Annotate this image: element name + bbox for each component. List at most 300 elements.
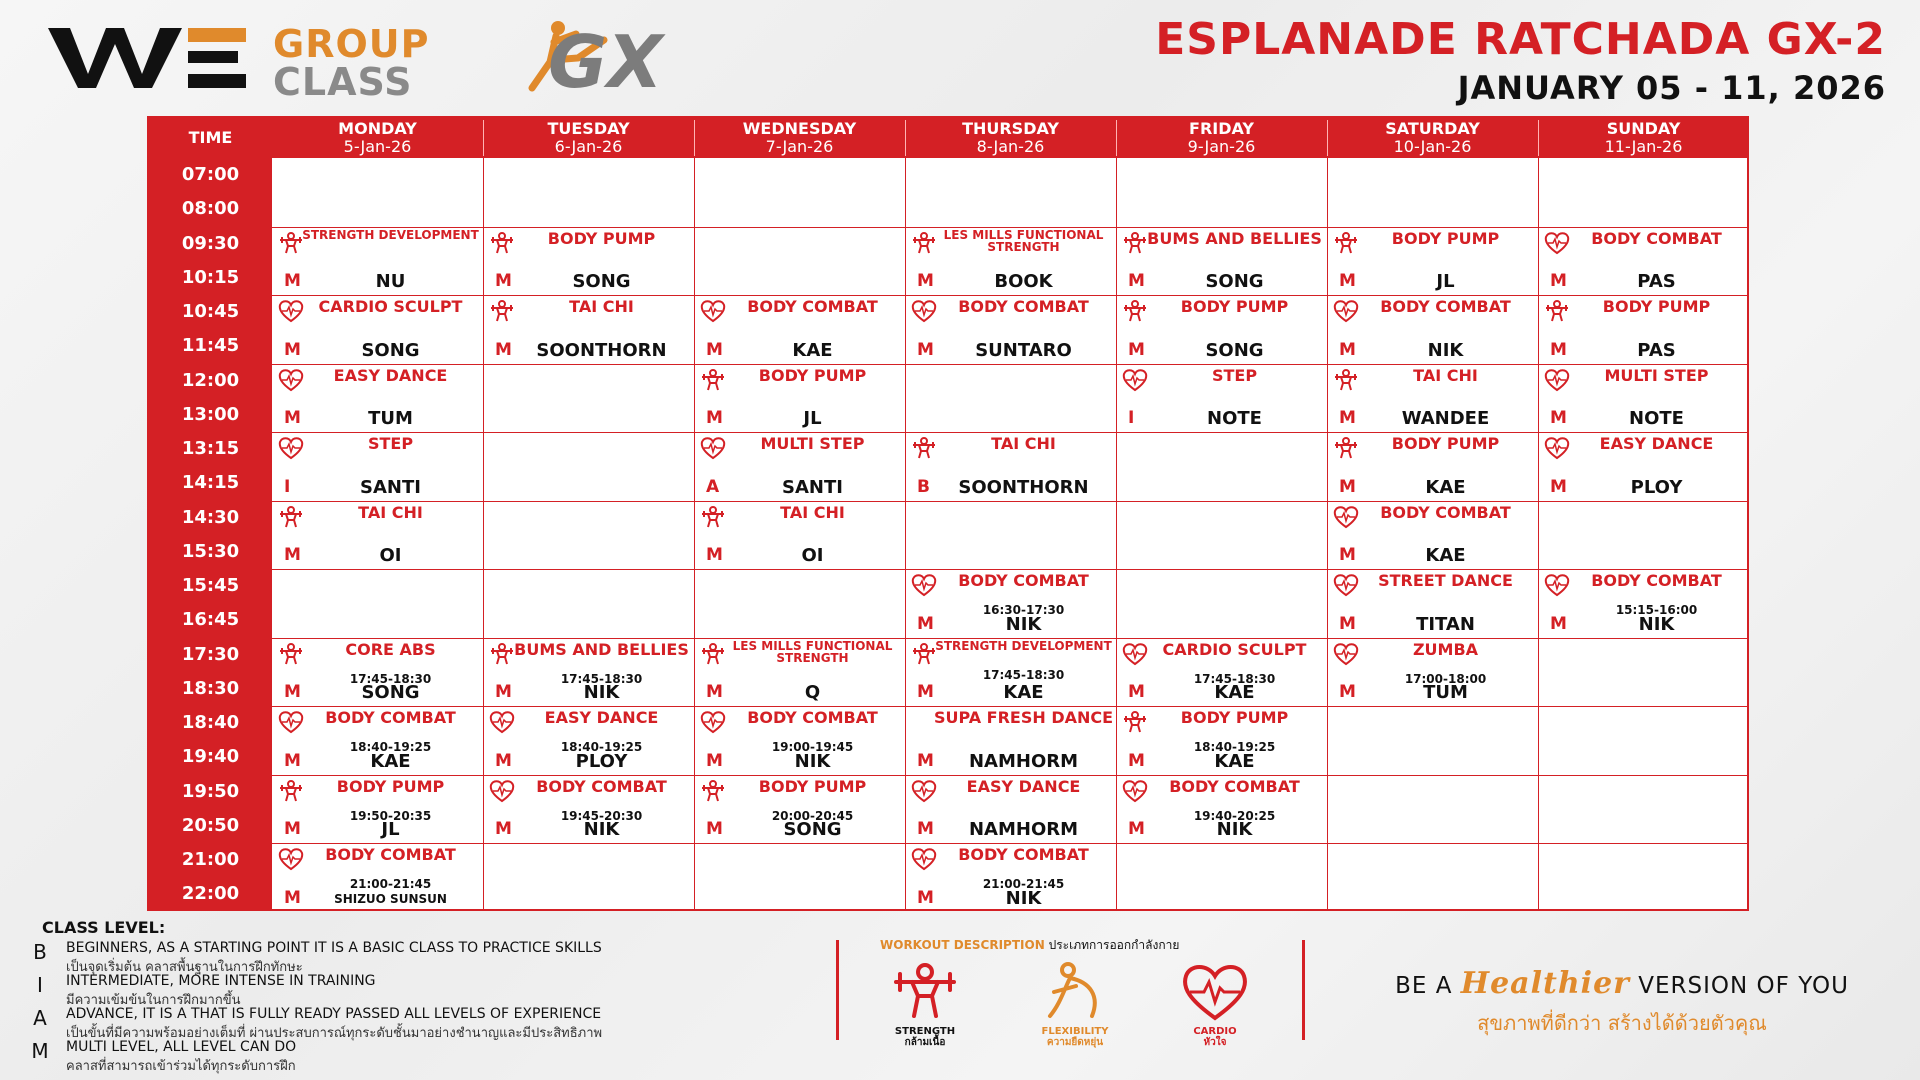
day-header bbox=[905, 118, 1116, 158]
workout-label: FLEXIBILITY bbox=[1041, 1026, 1109, 1037]
class-name: EASY DANCE bbox=[966, 776, 1081, 796]
class-level: M bbox=[1550, 476, 1567, 497]
instructor-name: KAE bbox=[792, 339, 833, 361]
class-cell[interactable] bbox=[1327, 501, 1538, 570]
class-name: EASY DANCE bbox=[544, 708, 659, 727]
class-cell[interactable] bbox=[272, 775, 483, 844]
instructor-name: NIK bbox=[1216, 819, 1253, 840]
instructor-name: NIK bbox=[794, 750, 831, 772]
instructor-name: TUM bbox=[1423, 682, 1468, 703]
instructor-name: OI bbox=[379, 545, 402, 566]
class-name: MULTI STEP bbox=[1604, 365, 1709, 385]
class-time: 17:00-18:00 bbox=[1404, 671, 1487, 686]
class-cell[interactable] bbox=[694, 706, 905, 775]
legend-desc-thai: คลาสที่สามารถเข้าร่วมได้ทุกระดับการฝึก bbox=[66, 1059, 296, 1074]
class-time: 19:45-20:30 bbox=[560, 808, 643, 823]
class-time: 19:50-20:35 bbox=[349, 808, 432, 823]
class-cell[interactable] bbox=[905, 706, 1116, 775]
class-time: 17:45-18:30 bbox=[1193, 671, 1276, 686]
class-name: STRENGTH DEVELOPMENT bbox=[302, 227, 479, 242]
day-header bbox=[1538, 118, 1749, 158]
time-label: 07:00 bbox=[181, 164, 240, 185]
slogan bbox=[1352, 966, 1892, 1039]
class-name: BODY PUMP bbox=[336, 776, 445, 796]
strength-icon bbox=[890, 960, 960, 1022]
time-label: 14:15 bbox=[181, 472, 240, 494]
divider bbox=[1302, 940, 1305, 1040]
class-cell[interactable] bbox=[483, 706, 694, 775]
instructor-name: NIK bbox=[1005, 613, 1042, 635]
instructor-name: TUM bbox=[368, 408, 413, 429]
day-date: 5-Jan-26 bbox=[343, 137, 412, 156]
workout-label-thai: ความยืดหยุ่น bbox=[1046, 1037, 1104, 1048]
class-name: TAI CHI bbox=[1413, 365, 1478, 385]
class-cell[interactable] bbox=[694, 638, 905, 707]
workout-label: STRENGTH bbox=[894, 1026, 956, 1037]
time-column bbox=[149, 158, 272, 909]
instructor-name: SONG bbox=[1205, 339, 1264, 361]
class-level: M bbox=[284, 750, 301, 771]
class-cell[interactable] bbox=[483, 227, 694, 296]
instructor-name: NIK bbox=[1638, 613, 1675, 635]
header-divider bbox=[905, 120, 906, 156]
time-label: 15:45 bbox=[181, 575, 240, 596]
class-cell[interactable] bbox=[1116, 638, 1327, 707]
workout-label-thai: หัวใจ bbox=[1203, 1037, 1227, 1048]
class-level: M bbox=[284, 682, 301, 702]
instructor-name: SONG bbox=[783, 819, 842, 840]
class-level: A bbox=[706, 476, 720, 497]
header-divider bbox=[1327, 120, 1328, 156]
class-level: M bbox=[495, 819, 512, 839]
legend-code: B bbox=[33, 940, 47, 964]
class-level: M bbox=[706, 339, 723, 360]
class-cell[interactable] bbox=[905, 432, 1116, 501]
class-cell[interactable] bbox=[694, 364, 905, 433]
class-name: TAI CHI bbox=[780, 502, 845, 522]
class-cell[interactable] bbox=[1116, 706, 1327, 775]
class-name: BODY COMBAT bbox=[325, 708, 456, 727]
class-name: EASY DANCE bbox=[1599, 434, 1714, 453]
class-time: 16:30-17:30 bbox=[982, 603, 1065, 617]
instructor-name: NOTE bbox=[1207, 408, 1262, 429]
time-label: 18:30 bbox=[181, 677, 240, 699]
class-name: STEP bbox=[1211, 365, 1258, 385]
class-name: EASY DANCE bbox=[333, 365, 448, 385]
class-level: M bbox=[1339, 408, 1356, 428]
day-header bbox=[483, 118, 694, 158]
day-date: 10-Jan-26 bbox=[1393, 137, 1472, 156]
location-title: ESPLANADE RATCHADA GX-2 bbox=[1155, 14, 1886, 65]
time-label: 22:00 bbox=[181, 883, 240, 905]
day-name: THURSDAY bbox=[962, 119, 1059, 138]
time-header bbox=[149, 118, 272, 158]
class-cell[interactable] bbox=[1327, 638, 1538, 707]
day-header bbox=[694, 118, 905, 158]
class-cell[interactable] bbox=[483, 295, 694, 364]
class-cell[interactable] bbox=[1538, 569, 1749, 638]
class-level: M bbox=[1550, 271, 1567, 291]
class-cell[interactable] bbox=[272, 432, 483, 501]
class-level: M bbox=[917, 271, 934, 291]
class-level: M bbox=[706, 682, 723, 702]
day-name: SUNDAY bbox=[1606, 119, 1681, 138]
class-cell[interactable] bbox=[1116, 775, 1327, 844]
instructor-name: PAS bbox=[1637, 339, 1676, 361]
slogan-highlight: Healthier bbox=[1460, 966, 1630, 1001]
divider bbox=[836, 940, 839, 1040]
class-time: 17:45-18:30 bbox=[560, 671, 643, 686]
class-time: 18:40-19:25 bbox=[1193, 740, 1276, 754]
class-name: BODY PUMP bbox=[1602, 297, 1711, 316]
instructor-name: KAE bbox=[1425, 545, 1466, 566]
time-label: 14:30 bbox=[181, 506, 240, 528]
class-name: BODY PUMP bbox=[1180, 297, 1289, 316]
day-header bbox=[1116, 118, 1327, 158]
class-name: TAI CHI bbox=[569, 297, 634, 316]
instructor-name: NIK bbox=[583, 682, 620, 703]
instructor-name: KAE bbox=[1214, 750, 1255, 772]
class-level: M bbox=[706, 819, 723, 839]
instructor-name: Q bbox=[804, 682, 821, 703]
time-label: 18:40 bbox=[181, 712, 240, 733]
class-time: 18:40-19:25 bbox=[560, 740, 643, 754]
class-name: BODY COMBAT bbox=[1591, 228, 1722, 248]
time-label: 10:45 bbox=[181, 301, 240, 322]
class-level: M bbox=[1339, 613, 1356, 634]
class-name: BODY COMBAT bbox=[325, 845, 456, 864]
class-name: CORE ABS bbox=[345, 639, 436, 659]
day-date: 11-Jan-26 bbox=[1604, 137, 1683, 156]
instructor-name: PAS bbox=[1637, 271, 1676, 292]
class-name: CARDIO SCULPT bbox=[318, 297, 463, 316]
class-level: M bbox=[1550, 339, 1567, 360]
class-level: M bbox=[706, 408, 723, 428]
class-cell[interactable] bbox=[483, 775, 694, 844]
class-level: M bbox=[917, 613, 934, 634]
legend-code: A bbox=[33, 1006, 47, 1030]
time-label: 12:00 bbox=[181, 369, 240, 391]
slogan-post: VERSION OF YOU bbox=[1629, 973, 1849, 999]
instructor-name: NIK bbox=[1005, 887, 1042, 909]
day-date: 8-Jan-26 bbox=[976, 137, 1045, 156]
instructor-name: JL bbox=[1436, 271, 1455, 292]
class-level: M bbox=[706, 750, 723, 771]
instructor-name: KAE bbox=[370, 750, 411, 772]
day-name: WEDNESDAY bbox=[742, 119, 857, 138]
class-time: 20:00-20:45 bbox=[771, 808, 854, 823]
class-name: BODY PUMP bbox=[1391, 434, 1500, 453]
time-label: 11:45 bbox=[181, 335, 240, 357]
instructor-name: SUNTARO bbox=[975, 339, 1072, 361]
class-name: BODY COMBAT bbox=[1380, 297, 1511, 316]
class-name: BODY COMBAT bbox=[1380, 502, 1511, 522]
class-level: M bbox=[1339, 545, 1356, 565]
workout-label-thai: กล้ามเนื้อ bbox=[904, 1037, 946, 1048]
instructor-name: SHIZUO SUNSUN bbox=[334, 891, 447, 906]
day-name: SATURDAY bbox=[1385, 119, 1480, 138]
class-cell[interactable] bbox=[1327, 227, 1538, 296]
workout-type-cardio bbox=[1170, 960, 1260, 1048]
instructor-name: NIK bbox=[583, 819, 620, 840]
brand-gx-text: GX bbox=[548, 20, 663, 104]
brand-class-text: CLASS bbox=[273, 60, 413, 104]
class-time: 18:40-19:25 bbox=[349, 740, 432, 754]
class-name: BODY COMBAT bbox=[958, 845, 1089, 864]
header-divider bbox=[1538, 120, 1539, 156]
instructor-name: OI bbox=[801, 545, 824, 566]
class-cell[interactable] bbox=[1116, 364, 1327, 433]
schedule-table bbox=[147, 116, 1749, 911]
instructor-name: NAMHORM bbox=[968, 750, 1079, 772]
flexibility-icon bbox=[1040, 960, 1110, 1022]
class-cell[interactable] bbox=[1327, 432, 1538, 501]
class-cell[interactable] bbox=[1116, 227, 1327, 296]
day-name: MONDAY bbox=[338, 119, 417, 138]
class-time: 19:40-20:25 bbox=[1193, 808, 1276, 823]
class-level: M bbox=[1339, 271, 1356, 291]
instructor-name: WANDEE bbox=[1401, 408, 1490, 429]
class-cell[interactable] bbox=[905, 775, 1116, 844]
instructor-name: SONG bbox=[1205, 271, 1264, 292]
class-name: BUMS AND BELLIES bbox=[514, 639, 689, 659]
instructor-name: BOOK bbox=[994, 271, 1053, 292]
class-cell[interactable] bbox=[905, 295, 1116, 364]
slogan-pre: BE A bbox=[1395, 973, 1461, 999]
instructor-name: SOONTHORN bbox=[536, 339, 667, 361]
class-level: M bbox=[1128, 339, 1145, 360]
class-level: I bbox=[284, 476, 291, 497]
time-label: 16:45 bbox=[181, 609, 240, 631]
instructor-name: NIK bbox=[1427, 339, 1464, 361]
class-cell[interactable] bbox=[272, 843, 483, 912]
class-time: 15:15-16:00 bbox=[1615, 603, 1698, 617]
class-level: M bbox=[917, 819, 934, 839]
class-level: M bbox=[284, 819, 301, 839]
class-time: 21:00-21:45 bbox=[349, 877, 432, 891]
day-name: TUESDAY bbox=[547, 119, 630, 138]
slogan-thai: สุขภาพที่ดีกว่า สร้างได้ด้วยตัวคุณ bbox=[1477, 1011, 1767, 1035]
class-level: M bbox=[495, 682, 512, 702]
class-cell[interactable] bbox=[1327, 364, 1538, 433]
time-label: 10:15 bbox=[181, 266, 240, 288]
class-level: M bbox=[917, 339, 934, 360]
class-level: M bbox=[1128, 750, 1145, 771]
class-name: BODY COMBAT bbox=[747, 708, 878, 727]
class-level: M bbox=[1339, 682, 1356, 702]
class-name: LES MILLS FUNCTIONAL STRENGTH bbox=[943, 227, 1104, 254]
workout-title bbox=[880, 936, 1179, 955]
class-time: 19:00-19:45 bbox=[771, 740, 854, 754]
instructor-name: TITAN bbox=[1416, 613, 1475, 635]
legend-desc: MULTI LEVEL, ALL LEVEL CAN DO bbox=[66, 1039, 297, 1055]
header-divider bbox=[1116, 120, 1117, 156]
workout-type-flexibility bbox=[1030, 960, 1120, 1048]
workout-title-thai: ประเภทการออกกำลังกาย bbox=[1048, 938, 1180, 952]
time-label: 17:30 bbox=[181, 643, 240, 665]
class-level: M bbox=[1339, 339, 1356, 360]
instructor-name: NAMHORM bbox=[968, 819, 1079, 840]
class-level: M bbox=[706, 545, 723, 565]
class-name: STEP bbox=[367, 434, 414, 453]
date-range: JANUARY 05 - 11, 2026 bbox=[1457, 69, 1886, 107]
time-label: 21:00 bbox=[181, 849, 240, 870]
class-level: M bbox=[284, 887, 301, 908]
time-label: 13:15 bbox=[181, 438, 240, 459]
class-name: BODY COMBAT bbox=[958, 571, 1089, 590]
instructor-name: NOTE bbox=[1629, 408, 1684, 429]
workout-title-en: WORKOUT DESCRIPTION bbox=[880, 938, 1045, 952]
class-level: M bbox=[284, 545, 301, 565]
page-header bbox=[1155, 14, 1886, 107]
header-divider bbox=[483, 120, 484, 156]
workout-description bbox=[880, 936, 1290, 1056]
workout-type-strength bbox=[880, 960, 970, 1048]
class-name: TAI CHI bbox=[358, 502, 423, 522]
class-name: LES MILLS FUNCTIONAL STRENGTH bbox=[732, 638, 893, 665]
class-name: BODY COMBAT bbox=[1591, 571, 1722, 590]
time-label: 19:50 bbox=[181, 780, 240, 802]
class-cell[interactable] bbox=[694, 432, 905, 501]
instructor-name: PLOY bbox=[1630, 476, 1683, 498]
instructor-name: SOONTHORN bbox=[958, 476, 1089, 498]
class-level: M bbox=[917, 682, 934, 702]
instructor-name: JL bbox=[803, 408, 822, 429]
class-cell[interactable] bbox=[905, 638, 1116, 707]
instructor-name: SONG bbox=[361, 339, 420, 361]
class-cell[interactable] bbox=[1327, 295, 1538, 364]
class-cell[interactable] bbox=[272, 295, 483, 364]
time-header-label: TIME bbox=[188, 128, 233, 147]
class-name: BODY COMBAT bbox=[1169, 776, 1300, 796]
class-name: BODY PUMP bbox=[1180, 708, 1289, 727]
class-name: BODY COMBAT bbox=[536, 776, 667, 796]
class-level: M bbox=[1128, 819, 1145, 839]
class-cell[interactable] bbox=[905, 569, 1116, 638]
legend-code: M bbox=[31, 1039, 49, 1063]
time-label: 09:30 bbox=[181, 232, 240, 254]
class-name: BODY COMBAT bbox=[958, 297, 1089, 316]
class-cell[interactable] bbox=[1538, 432, 1749, 501]
instructor-name: PLOY bbox=[575, 750, 628, 772]
instructor-name: SONG bbox=[572, 271, 631, 292]
workout-label: CARDIO bbox=[1193, 1026, 1237, 1037]
class-level: M bbox=[284, 271, 301, 291]
class-level: M bbox=[1339, 476, 1356, 497]
class-name: BUMS AND BELLIES bbox=[1147, 228, 1322, 248]
class-cell[interactable] bbox=[483, 638, 694, 707]
class-cell[interactable] bbox=[1538, 295, 1749, 364]
class-level: M bbox=[495, 271, 512, 291]
class-level: M bbox=[495, 750, 512, 771]
class-level: M bbox=[917, 887, 934, 908]
class-level: M bbox=[284, 408, 301, 428]
class-cell[interactable] bbox=[905, 843, 1116, 912]
class-cell[interactable] bbox=[905, 227, 1116, 296]
class-name: TAI CHI bbox=[991, 434, 1056, 453]
time-label: 15:30 bbox=[181, 540, 240, 562]
class-cell[interactable] bbox=[694, 501, 905, 570]
day-date: 7-Jan-26 bbox=[765, 137, 834, 156]
class-level: M bbox=[1550, 613, 1567, 634]
class-cell[interactable] bbox=[272, 706, 483, 775]
class-level: M bbox=[1128, 682, 1145, 702]
day-header bbox=[272, 118, 483, 158]
class-cell[interactable] bbox=[694, 295, 905, 364]
day-date: 6-Jan-26 bbox=[554, 137, 623, 156]
class-name: BODY PUMP bbox=[1391, 228, 1500, 248]
class-cell[interactable] bbox=[272, 638, 483, 707]
class-level: M bbox=[917, 750, 934, 771]
class-name: STRENGTH DEVELOPMENT bbox=[935, 638, 1112, 653]
legend-desc: INTERMEDIATE, MORE INTENSE IN TRAINING bbox=[66, 973, 376, 989]
day-header bbox=[1327, 118, 1538, 158]
class-cell[interactable] bbox=[694, 775, 905, 844]
class-cell[interactable] bbox=[1538, 364, 1749, 433]
instructor-name: SANTI bbox=[782, 476, 843, 498]
class-name: BODY PUMP bbox=[758, 776, 867, 796]
day-date: 9-Jan-26 bbox=[1187, 137, 1256, 156]
legend-code: I bbox=[37, 973, 43, 997]
class-cell[interactable] bbox=[272, 364, 483, 433]
time-label: 20:50 bbox=[181, 814, 240, 836]
class-time: 17:45-18:30 bbox=[982, 667, 1065, 682]
class-name: SUPA FRESH DANCE bbox=[933, 708, 1114, 727]
legend-desc: BEGINNERS, AS A STARTING POINT IT IS A BASIC CLASS TO PRACTICE SKILLS bbox=[66, 940, 602, 956]
class-name: BODY PUMP bbox=[758, 365, 867, 385]
instructor-name: SONG bbox=[361, 682, 420, 703]
header-divider bbox=[694, 120, 695, 156]
instructor-name: KAE bbox=[1214, 682, 1255, 703]
time-label: 13:00 bbox=[181, 403, 240, 425]
class-cell[interactable] bbox=[272, 501, 483, 570]
legend-desc-thai: มีความเข้มข้นในการฝึกมากขึ้น bbox=[66, 993, 241, 1008]
class-name: ZUMBA bbox=[1412, 639, 1479, 659]
instructor-name: KAE bbox=[1003, 682, 1044, 703]
class-cell[interactable] bbox=[1538, 227, 1749, 296]
class-name: MULTI STEP bbox=[760, 434, 865, 453]
brand-group-text: GROUP bbox=[273, 22, 430, 66]
class-name: BODY COMBAT bbox=[747, 297, 878, 316]
time-label: 08:00 bbox=[181, 198, 240, 220]
day-name: FRIDAY bbox=[1189, 119, 1254, 138]
class-name: CARDIO SCULPT bbox=[1162, 639, 1307, 659]
cardio-icon bbox=[1180, 960, 1250, 1022]
legend-desc-thai: เป็นขั้นที่มีความพร้อมอย่างเต็มที่ ผ่านประสบการณ์ทุกระดับชั้นมาอย่างชำนาญและมีประสิทธิภาพ bbox=[66, 1026, 603, 1041]
class-cell[interactable] bbox=[1116, 295, 1327, 364]
instructor-name: KAE bbox=[1425, 476, 1466, 498]
class-time: 17:45-18:30 bbox=[349, 671, 432, 686]
class-cell[interactable] bbox=[1327, 569, 1538, 638]
class-name: STREET DANCE bbox=[1378, 571, 1513, 590]
class-level: M bbox=[284, 339, 301, 360]
class-level: M bbox=[495, 339, 512, 360]
instructor-name: NU bbox=[375, 271, 406, 292]
legend-desc-thai: เป็นจุดเริ่มต้น คลาสพื้นฐานในการฝึกทักษะ bbox=[66, 960, 303, 975]
instructor-name: SANTI bbox=[360, 476, 421, 498]
class-cell[interactable] bbox=[272, 227, 483, 296]
legend-desc: ADVANCE, IT IS A THAT IS FULLY READY PASSED ALL LEVELS OF EXPERIENCE bbox=[66, 1006, 602, 1022]
we-logo-mark bbox=[48, 22, 248, 92]
brand-logo bbox=[48, 18, 738, 104]
time-label: 19:40 bbox=[181, 746, 240, 768]
instructor-name: JL bbox=[381, 819, 400, 840]
class-level: M bbox=[1550, 408, 1567, 428]
class-time: 21:00-21:45 bbox=[982, 877, 1065, 891]
slogan-en bbox=[1352, 966, 1892, 1001]
class-level: I bbox=[1128, 408, 1135, 428]
legend-title: CLASS LEVEL: bbox=[42, 918, 166, 937]
